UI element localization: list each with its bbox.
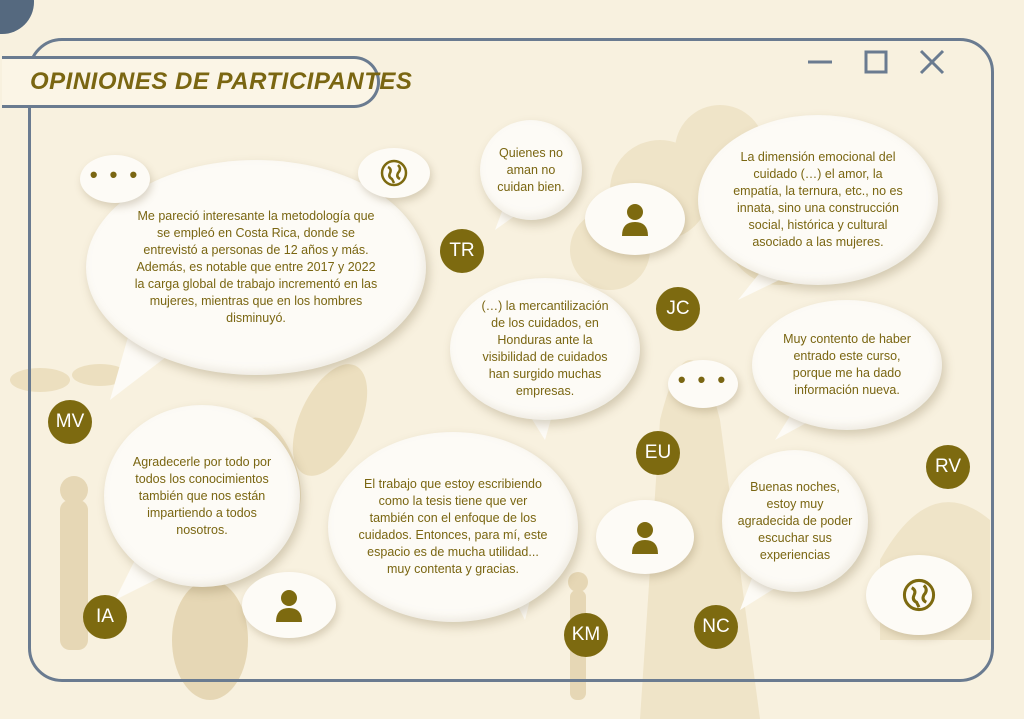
participant-badge-km: KM [564, 613, 608, 657]
person-bubble-3 [242, 572, 336, 638]
opinion-bubble-ia [104, 405, 300, 587]
participant-badge-nc: NC [694, 605, 738, 649]
opinion-text-rv: Muy contento de haber entrado este curso, porque me ha dado información nueva. [783, 332, 911, 397]
person-icon [620, 202, 650, 236]
globe-icon [380, 159, 408, 187]
person-icon [274, 588, 304, 622]
globe-icon [902, 578, 936, 612]
person-bubble-1 [585, 183, 685, 255]
dots-icon: • • • [677, 367, 729, 392]
opinion-text-nc: Buenas noches, estoy muy agradecida de poder escuchar sus experiencias [737, 479, 853, 562]
opinion-bubble-tr [480, 120, 582, 220]
person-icon [630, 520, 660, 554]
opinion-bubble-km [328, 432, 578, 622]
globe-bubble-2 [866, 555, 972, 635]
dots-bubble-1 [80, 155, 150, 203]
opinion-text-eu: (…) la mercantilización de los cuidados, en Honduras ante la visibilidad de cuidados han surgido muchas empresas. [481, 299, 609, 398]
participant-badge-tr: TR [440, 229, 484, 273]
page-title: OPINIONES DE PARTICIPANTES [30, 68, 413, 95]
participant-badge-ia: IA [83, 595, 127, 639]
participant-badge-jc: JC [656, 287, 700, 331]
opinion-bubble-rv [752, 300, 942, 430]
person-bubble-2 [596, 500, 694, 574]
opinion-bubble-nc [722, 450, 868, 592]
dots-bubble-2 [668, 360, 738, 408]
opinion-text-tr: Quienes no aman no cuidan bien. [497, 145, 565, 194]
opinion-text-mv: Me pareció interesante la metodología que se empleó en Costa Rica, donde se entrevistó a personas de 12 años y más. Además, es notable que entre 2017 y 2022 la carga global de trabajo incrementó en las mujeres, mientras que en los hombres disminuyó. [134, 209, 378, 325]
participant-badge-rv: RV [926, 445, 970, 489]
participant-badge-eu: EU [636, 431, 680, 475]
dots-icon: • • • [89, 162, 141, 187]
participant-badge-mv: MV [48, 400, 92, 444]
globe-bubble-1 [358, 148, 430, 198]
opinion-text-ia: Agradecerle por todo por todos los conocimientos también que nos están impartiendo a todos nosotros. [132, 454, 272, 537]
opinion-bubble-jc [698, 115, 938, 285]
opinion-text-km: El trabajo que estoy escribiendo como la tesis tiene que ver también con el enfoque de los cuidados. Entonces, para mí, este espacio es de mucha utilidad... muy contenta y gracias. [358, 477, 548, 576]
opinion-text-jc: La dimensión emocional del cuidado (…) el amor, la empatía, la ternura, etc., no es innata, sino una construcción social, histórica y cultural asociado a las mujeres. [733, 150, 903, 249]
opinion-bubble-eu [450, 278, 640, 420]
